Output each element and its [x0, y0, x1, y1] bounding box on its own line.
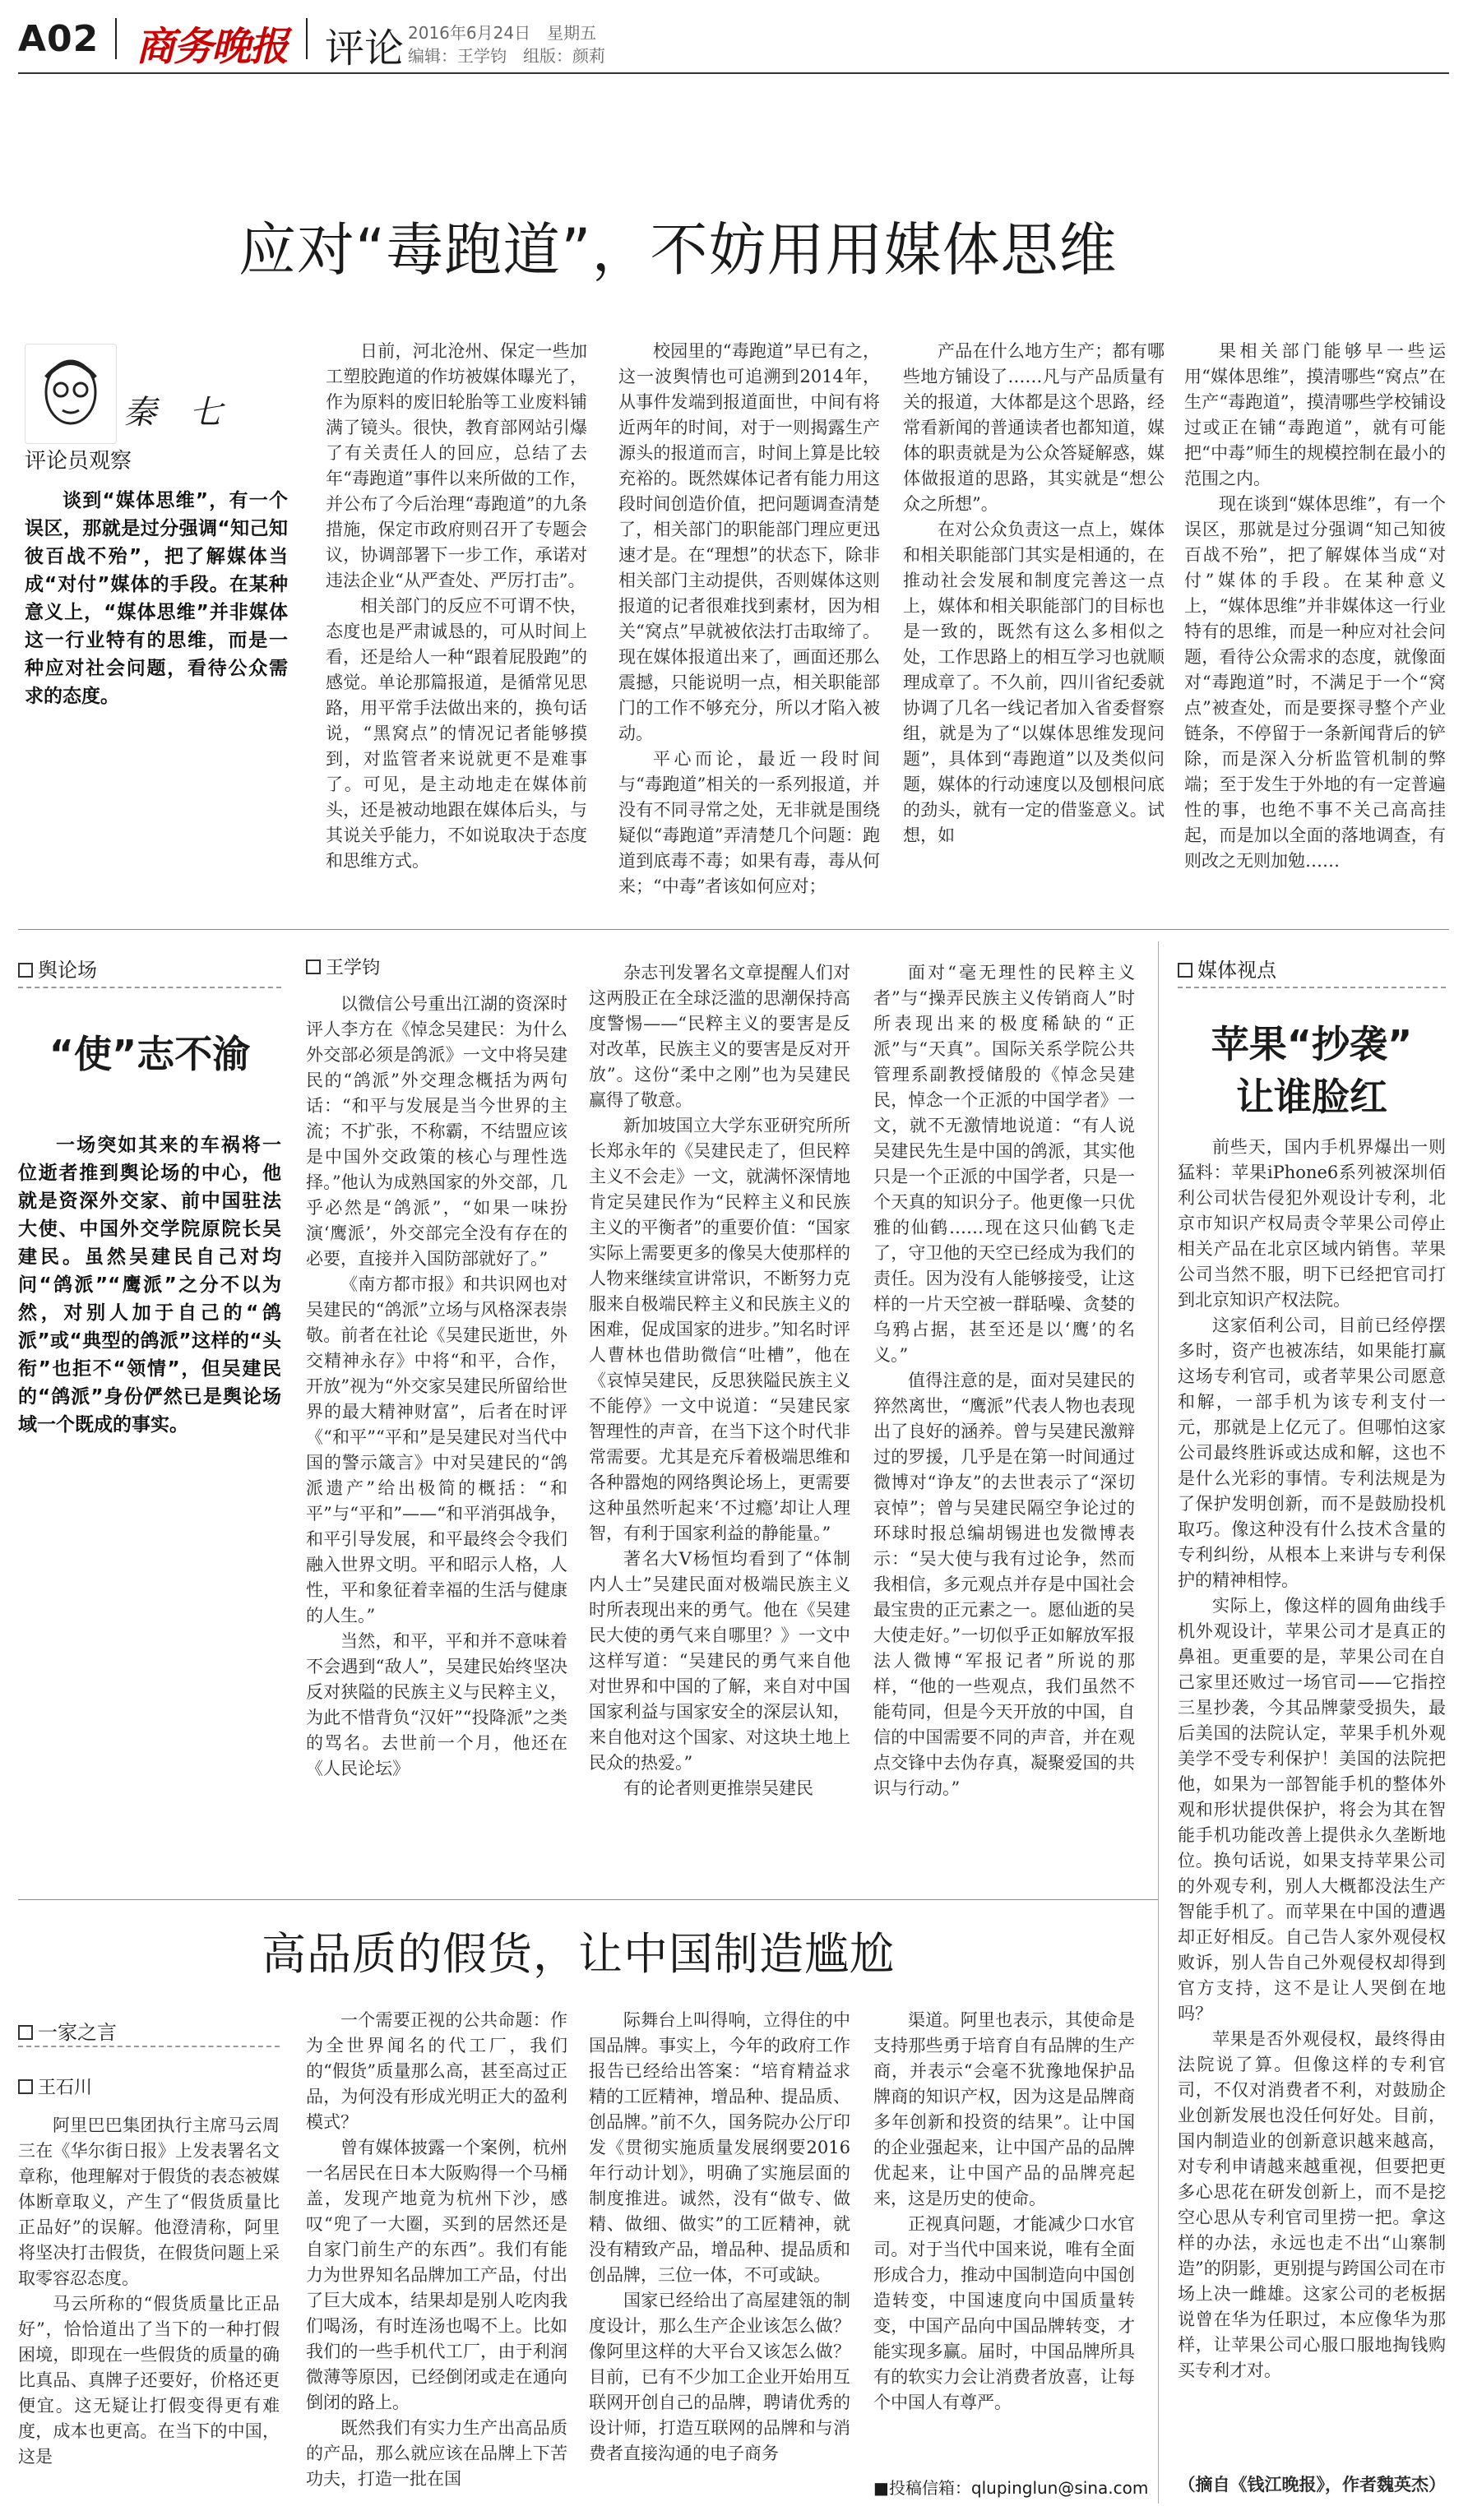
paragraph: 以微信公号重出江湖的资深时评人李方在《悼念吴建民：为什么外交部必须是鸽派》一文中将吴建民的“鸽派”外交理念概括为两句话：“和平与发展是当今世界的主流；不扩张，不称霸，不结盟应该是中国外交政策的核心与理性选择。”他认为成熟国家的外交部，几乎必然是“鸽派”，“如果一味扮演‘鹰派’，外交部完全没有存在的必要，直接并入国防部就好了。”	[306, 994, 567, 1269]
column-label-1: 评论员观察	[25, 449, 132, 474]
columnist-caricature-icon	[25, 344, 117, 444]
contact-email: ■投稿信箱：qlupinglun@sina.com	[873, 2478, 1149, 2498]
article4-column-3	[589, 2008, 850, 2504]
column-divider	[1158, 941, 1159, 2504]
dashed-rule	[1178, 987, 1446, 989]
headline-1: 应对“毒跑道”，不妨用用媒体思维	[238, 216, 1118, 284]
headline-4: 高品质的假货，让中国制造尴尬	[262, 1928, 895, 1980]
article1-column-2	[618, 339, 880, 906]
issue-date: 2016年6月24日 星期五	[408, 23, 597, 43]
box-icon	[1178, 963, 1192, 978]
byline-4-text: 王石川	[38, 2078, 93, 2098]
title-3-line-2: 让谁脸红	[1236, 1075, 1387, 1119]
paragraph: 著名大V杨恒均看到了“体制内人士”吴建民面对极端民族主义时所表现出来的勇气。他在《吴建民大使的勇气来自哪里？》一文中这样写道：“吴建民的勇气来自他对世界和中国的了解，来自对中国国家利益与国家安全的深层认知，来自他对这个国家、对这块土地上民众的热爱。”	[589, 1549, 850, 1773]
paragraph: 前些天，国内手机界爆出一则猛料：苹果iPhone6系列被深圳佰利公司状告侵犯外观设计专利，北京市知识产权局责令苹果公司停止相关产品在北京区域内销售。苹果公司当然不服，明下已经把官司打到北京知识产权法院。	[1178, 1137, 1446, 1310]
article1-column-4	[1184, 339, 1446, 906]
box-icon	[18, 2025, 33, 2040]
column-label-2-text: 舆论场	[38, 959, 97, 982]
article2-column-3	[873, 960, 1135, 1870]
columnist-signature: 秦 七	[123, 394, 222, 432]
paragraph: 杂志刊发署名文章提醒人们对这两股正在全球泛滥的思潮保持高度警惕——“民粹主义的要害是反对改革，民族主义的要害是反对开放”。这份“柔中之刚”也为吴建民赢得了敬意。	[589, 963, 850, 1110]
section-divider	[18, 929, 1449, 930]
lead-1-text: 谈到“媒体思维”，有一个误区，那就是过分强调“知己知彼百战不殆”，把了解媒体当成“对付”媒体的手段。在某种意义上，“媒体思维”并非媒体这一行业特有的思维，而是一种应对社会问题，看待公众需求的态度。	[25, 490, 288, 707]
paragraph: 平心而论，最近一段时间与“毒跑道”相关的一系列报道，并没有不同寻常之处，无非就是围绕疑似“毒跑道”弄清楚几个问题：跑道到底毒不毒；如果有毒，毒从何来；“中毒”者该如何应对；	[618, 749, 880, 896]
article1-column-3	[903, 339, 1165, 906]
article4-column-2	[306, 2008, 567, 2504]
byline-2-text: 王学钧	[326, 958, 381, 978]
dashed-rule	[18, 987, 281, 989]
paragraph: 值得注意的是，面对吴建民的猝然离世，“鹰派”代表人物也表现出了良好的涵养。曾与吴建民激辩过的罗援，几乎是在第一时间通过微博对“诤友”的去世表示了“深切哀悼”；曾与吴建民隔空争论过的环球时报总编胡锡进也发微博表示：“吴大使与我有过论争，然而我相信，多元观点并存是中国社会最宝贵的正元素之一。愿仙逝的吴大使走好。”一切似乎正如解放军报法人微博“军报记者”所说的那样，“他的一些观点，我们虽然不能苟同，但是今天开放的中国，自信的中国需要不同的声音，并在观点交锋中去伪存真，凝聚爱国的共识与行动。”	[873, 1371, 1135, 1798]
paragraph: 这家佰利公司，目前已经停摆多时，资产也被冻结，如果能打赢这场专利官司，或者苹果公司愿意和解，一部手机为该专利支付一元，那就是上亿元了。但哪怕这家公司最终胜诉或达成和解，这也不是什么光彩的事情。专利法规是为了保护发明创新，而不是鼓励投机取巧。像这种没有什么技术含量的专利纠纷，从根本上来讲与专利保护的精神相悖。	[1178, 1315, 1446, 1590]
paragraph: 实际上，像这样的圆角曲线手机外观设计，苹果公司才是真正的鼻祖。更重要的是，苹果公司在自己家里还败过一场官司——它指控三星抄袭，今其品牌蒙受损失，最后美国的法院认定，苹果手机外观美学不受专利保护！美国的法院把他，如果为一部智能手机的整体外观和形状提供保护，将会为其在智能手机功能改善上提供永久垄断地位。换句话说，如果支持苹果公司的外观专利，别人大概都没法生产智能手机了。而苹果在中国的遭遇却正好相反。自己告人家外观侵权败诉，别人告自己外观侵权却得到官方支持，这不是让人哭倒在地吗？	[1178, 1596, 1446, 2023]
paragraph: 际舞台上叫得响，立得住的中国品牌。事实上，今年的政府工作报告已经给出答案：“培育精益求精的工匠精神，增品种、提品质、创品牌。”前不久，国务院办公厅印发《贯彻实施质量发展纲要2016年行动计划》，明确了实施层面的制度推进。诚然，没有“做专、做精、做细、做实”的工匠精神，就没有精致产品，增品种、提品质和创品牌，三位一体，不可或缺。	[589, 2010, 850, 2285]
section-divider	[18, 1899, 1158, 1900]
paragraph: 阿里巴巴集团执行主席马云周三在《华尔街日报》上发表署名文章称，他理解对于假货的表态被媒体断章取义，产生了“假货质量比正品好”的误解。他澄清称，阿里将坚决打击假货，在假货问题上采取零容忍态度。	[18, 2115, 280, 2288]
box-icon	[306, 959, 321, 974]
article4-column-1	[18, 2113, 280, 2504]
paragraph: 在对公众负责这一点上，媒体和相关职能部门其实是相通的，在推动社会发展和制度完善这一点上，媒体和相关职能部门的目标也是一致的，既然有这么多相似之处，工作思路上的相互学习也就顺理成章了。不久前，四川省纪委就协调了几名一线记者加入省委督察组，就是为了“以媒体思维发现问题”，具体到“毒跑道”以及类似问题，媒体的行动速度以及刨根问底的劲头，就有一定的借鉴意义。试想，如	[903, 520, 1165, 845]
paragraph: 产品在什么地方生产；都有哪些地方铺设了……凡与产品质量有关的报道，大体都是这个思路，经常看新闻的普通读者也都知道，媒体的职责就是为公众答疑解惑，媒体做报道的思路，其实就是“想公众之所想”。	[903, 341, 1165, 514]
paragraph: 现在谈到“媒体思维”，有一个误区，那就是过分强调“知己知彼百战不殆”，把了解媒体当成“对付”媒体的手段。在某种意义上，“媒体思维”并非媒体这一行业特有的思维，而是一种应对社会问题，看待公众需求的态度，就像面对“毒跑道”时，不满足于一个“窝点”被查处，而是要探寻整个产业链条，不停留于一条新闻背后的铲除，而是深入分析监管机制的弊端；至于发生于外地的有一定普遍性的事，也绝不事不关己高高挂起，而是加以全面的落地调查，有则改之无则加勉……	[1184, 494, 1446, 871]
article2-column-1	[306, 992, 567, 1870]
title-3-line-1: 苹果“抄袭”	[1211, 1022, 1413, 1066]
paragraph: 渠道。阿里也表示，其使命是支持那些勇于培育自有品牌的生产商，并表示“会毫不犹豫地保护品牌商的知识产权，因为这是品牌商多年创新和投资的结果”。让中国的企业强起来，让中国产品的品牌优起来，让中国产品的品牌亮起来，这是历史的使命。	[873, 2010, 1135, 2208]
paragraph: 一个需要正视的公共命题：作为全世界闻名的代工厂，我们的“假货”质量那么高，甚至高过正品，为何没有形成光明正大的盈利模式？	[306, 2010, 567, 2132]
paragraph: 正视真问题，才能减少口水官司。对于当代中国来说，唯有全面形成合力，推动中国制造向中国创造转变，中国速度向中国质量转变，中国产品向中国品牌转变，才能实现多赢。届时，中国品牌所具有的软实力会让消费者放喜，让每个中国人有尊严。	[873, 2214, 1135, 2412]
article4-column-4	[873, 2008, 1135, 2456]
column-label-3-text: 媒体视点	[1197, 959, 1276, 982]
paragraph: 果相关部门能够早一些运用“媒体思维”，摸清哪些“窝点”在生产“毒跑道”，摸清哪些学校铺设过或正在铺“毒跑道”，就有可能把“中毒”师生的规模控制在最小的范围之内。	[1184, 341, 1446, 488]
article2-column-2	[589, 960, 850, 1870]
paragraph: 当然，和平，平和并不意味着不会遇到“敌人”，吴建民始终坚决反对狭隘的民族主义与民粹主义，为此不惜背负“汉奸”“投降派”之类的骂名。去世前一个月，他还在《人民论坛》	[306, 1631, 567, 1778]
paragraph: 校园里的“毒跑道”早已有之，这一波舆情也可追溯到2014年，从事件发端到报道面世，中间有将近两年的时间，对于一则揭露生产源头的报道而言，时间上算是比较充裕的。既然媒体记者有能力用这段时间创造价值，把问题调查清楚了，相关部门的职能部门理应更迅速才是。在“理想”的状态下，除非相关部门主动提供，否则媒体这则报道的记者很难找到素材，因为相关“窝点”早就被依法打击取缔了。现在媒体报道出来了，画面还那么震撼，只能说明一点，相关职能部门的工作不够充分，所以才陷入被动。	[618, 341, 880, 743]
page-number: A02	[18, 18, 100, 60]
paper-logo: 商务晚报	[136, 24, 288, 70]
paragraph: 马云所称的“假货质量比正品好”，恰恰道出了当下的一种打假困境，即现在一些假货的质量的确比真品、真牌子还要好，价格还更便宜。这无疑让打假变得更有难度，成本也更高。在当下的中国，这是	[18, 2294, 280, 2467]
editor-credits: 编辑：王学钧 组版：颜莉	[408, 46, 605, 66]
paragraph: 既然我们有实力生产出高品质的产品，那么就应该在品牌上下苦功夫，打造一批在国	[306, 2418, 567, 2489]
source-credit: （摘自《钱江晚报》，作者魏英杰）	[1178, 2474, 1446, 2495]
paragraph: 新加坡国立大学东亚研究所所长郑永年的《吴建民走了，但民粹主义不会走》一文，就满怀深情地肯定吴建民作为“民粹主义和民族主义的平衡者”的重要价值：“国家实际上需要更多的像吴大使那样的人物来继续宣讲常识，不断努力克服来自极端民粹主义和民族主义的困难，促成国家的进步。”知名时评人曹林也借助微信“吐槽”，他在《哀悼吴建民，反思狭隘民族主义不能停》一文中说道：“吴建民家智理性的声音，在当下这个时代非常需要。尤其是充斥着极端思维和各种嚣炮的网络舆论场上，更需要这种虽然听起来‘不过瘾’却让人理智，有利于国家利益的静能量。”	[589, 1116, 850, 1543]
column-label-2	[18, 954, 97, 983]
article1-column-1	[326, 339, 587, 906]
paragraph: 相关部门的反应不可谓不快，态度也是严肃诚恳的，可从时间上看，还是给人一种“跟着屁股跑”的感觉。单论那篇报道，是循常见思路，用平常手法做出来的，换句话说，“黑窝点”的情况记者能够摸到，对监管者来说就更不是难事了。可见，是主动地走在媒体前头，还是被动地跟在媒体后头，与其说关乎能力，不如说取决于态度和思维方式。	[326, 596, 587, 871]
paragraph: 有的论者则更推崇吴建民	[623, 1778, 813, 1798]
dashed-rule	[18, 2046, 280, 2048]
paragraph: 面对“毫无理性的民粹主义者”与“操弄民族主义传销商人”时所表现出来的极度稀缺的“正派”与“天真”。国际关系学院公共管理系副教授储殷的《悼念吴建民，悼念一个正派的中国学者》一文，就不无激情地说道：“有人说吴建民先生是中国的鸽派，其实他只是一个正派的中国学者，只是一个天真的知识分子。他更像一只优雅的仙鹤……现在这只仙鹤飞走了，守卫他的天空已经成为我们的责任。因为没有人能够接受，让这样的一片天空被一群聒噪、贪婪的乌鸦占据，甚至还是以‘鹰’的名义。”	[873, 963, 1135, 1365]
column-label-4	[18, 2016, 117, 2045]
column-label-3	[1178, 954, 1276, 983]
lead-2-text: 一场突如其来的车祸将一位逝者推到舆论场的中心，他就是资深外交家、前中国驻法大使、中国外交学院原院长吴建民。虽然吴建民自己对均问“鸽派”“鹰派”之分不以为然，对别人加于自己的“鸽派”或“典型的鸽派”这样的“头衔”也拒不“领情”，但吴建民的“鸽派”身份俨然已是舆论场域一个既成的事实。	[18, 1135, 281, 1436]
header-rule	[18, 72, 1449, 74]
lead-1	[25, 487, 288, 733]
title-2: “使”志不渝	[49, 1032, 251, 1076]
paragraph: 苹果是否外观侵权，最终得由法院说了算。但像这样的专利官司，不仅对消费者不利，对鼓励企业创新发展也没任何好处。目前，国内制造业的创新意识越来越高，对专利申请越来越重视，但要把更多心思花在研发创新上，而不是挖空心思从专利官司里捞一把。拿这样的办法，永远也走不出“山寨制造”的阴影，更别提与跨国公司在市场上决一雌雄。这家公司的老板据说曾在华为任职过，本应像华为那样，让苹果公司心服口服地掏钱购买专利才对。	[1178, 2029, 1446, 2380]
paragraph: 国家已经给出了高屋建瓴的制度设计，那么生产企业该怎么做？像阿里这样的大平台又该怎么做？目前，已有不少加工企业开始用互联网开创自己的品牌，聘请优秀的设计师，打造互联网的品牌和与消费者直接沟通的电子商务	[589, 2291, 850, 2463]
byline-2	[306, 954, 380, 979]
box-icon	[18, 2079, 33, 2094]
header-divider	[115, 18, 117, 59]
article3-body	[1178, 1135, 1446, 2467]
header-divider	[306, 18, 308, 59]
paragraph: 日前，河北沧州、保定一些加工塑胶跑道的作坊被媒体曝光了，作为原料的废旧轮胎等工业废料铺满了镜头。很快，教育部网站引爆了有关责任人的回应，总结了去年“毒跑道”事件以来所做的工作，并公布了今后治理“毒跑道”的九条措施，保定市政府则召开了专题会议，协调部署下一步工作，承诺对违法企业“从严查处、严厉打击”。	[326, 341, 587, 590]
column-label-4-text: 一家之言	[38, 2021, 117, 2044]
section-title: 评论	[325, 25, 405, 72]
paragraph: 曾有媒体披露一个案例，杭州一名居民在日本大阪购得一个马桶盖，发现产地竟为杭州下沙，感叹“兜了一大圈，买到的居然还是自家门前生产的东西”。我们有能力为世界知名品牌加工产品，付出了巨大成本，结果却是别人吃肉我们喝汤，有时连汤也喝不上。比如我们的一些手机代工厂，由于利润微薄等原因，已经倒闭或走在通向倒闭的路上。	[306, 2138, 567, 2412]
lead-2	[18, 1131, 281, 1625]
box-icon	[18, 963, 33, 978]
paragraph: 《南方都市报》和共识网也对吴建民的“鸽派”立场与风格深表崇敬。前者在社论《吴建民逝世，外交精神永存》中将“和平，合作，开放”视为“外交家吴建民所留给世界的最大精神财富”，后者在时评《“和平”“平和”是吴建民对当代中国的警示箴言》中对吴建民的“鸽派遗产”给出极简的概括：“和平”与“平和”——“和平消弭战争，和平引导发展，和平最终会令我们融入世界文明。平和昭示人格，人性，平和象征着幸福的生活与健康的人生。”	[306, 1274, 567, 1625]
byline-4	[18, 2074, 92, 2099]
